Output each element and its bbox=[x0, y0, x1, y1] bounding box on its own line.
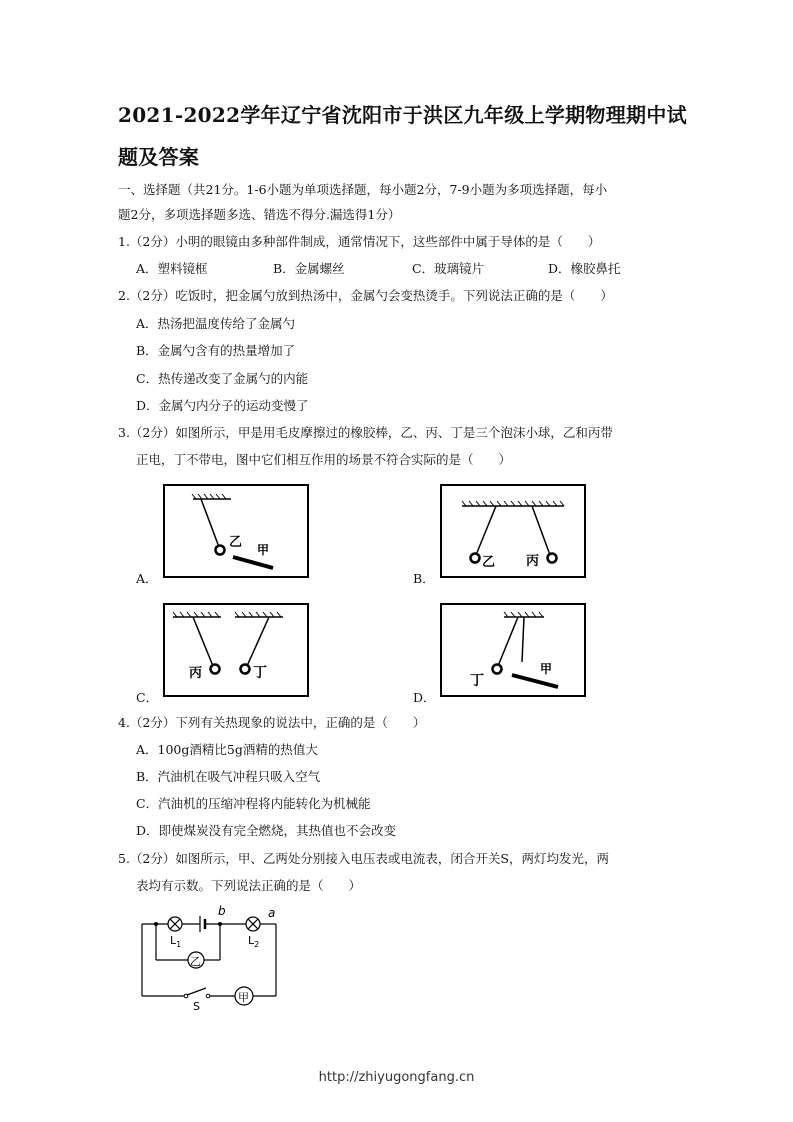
q5-circuit-diagram bbox=[134, 904, 294, 1014]
q2-stem: 2.（2分）吃饭时，把金属勺放到热汤中，金属勺会变热烫手。下列说法正确的是（ ） bbox=[118, 288, 613, 303]
q3-figure-d-label-jia: 甲 bbox=[540, 662, 553, 676]
q3-stem-line2: 正电，丁不带电，图中它们相互作用的场景不符合实际的是（ ） bbox=[136, 452, 512, 467]
q3-figure-a-letter: A． bbox=[136, 571, 158, 586]
q4-option-b: B．汽油机在吸气冲程只吸入空气 bbox=[136, 769, 321, 784]
q4-stem: 4.（2分）下列有关热现象的说法中，正确的是（ ） bbox=[118, 715, 426, 730]
q5-stem-line1: 5.（2分）如图所示，甲、乙两处分别接入电压表或电流表，闭合开关S，两灯均发光，两 bbox=[118, 851, 609, 866]
q3-stem-line1: 3.（2分）如图所示，甲是用毛皮摩擦过的橡胶棒，乙、丙、丁是三个泡沫小球，乙和丙带 bbox=[118, 425, 613, 440]
q1-option-b: B．金属螺丝 bbox=[273, 261, 345, 276]
q5-stem-line2: 表均有示数。下列说法正确的是（ ） bbox=[136, 878, 362, 893]
q1-option-d: D．橡胶鼻托 bbox=[548, 261, 621, 276]
q3-figure-b-letter: B． bbox=[413, 571, 435, 586]
q3-figure-b bbox=[440, 484, 586, 578]
q3-figure-a-label-jia: 甲 bbox=[257, 543, 270, 557]
page-title: 2021-2022学年辽宁省沈阳市于洪区九年级上学期物理期中试题及答案 bbox=[118, 103, 687, 169]
q2-option-a: A．热汤把温度传给了金属勺 bbox=[136, 316, 296, 331]
q5-label-a: a bbox=[268, 906, 276, 920]
q5-label-switch: S bbox=[193, 1000, 200, 1013]
q3-figure-b-label-yi: 乙 bbox=[482, 555, 496, 570]
q3-figure-d-label-ding: 丁 bbox=[470, 673, 484, 689]
q4-option-a: A．100g酒精比5g酒精的热值大 bbox=[136, 742, 318, 757]
q2-option-d: D．金属勺内分子的运动变慢了 bbox=[136, 398, 309, 413]
q5-label-b: b bbox=[218, 904, 226, 918]
q3-figure-c-letter: C． bbox=[136, 690, 159, 705]
q5-label-l1: $L_1$ bbox=[170, 934, 182, 949]
q3-figure-d bbox=[440, 603, 586, 697]
q2-option-c: C．热传递改变了金属勺的内能 bbox=[136, 371, 309, 386]
q3-figure-a bbox=[163, 484, 309, 578]
q5-label-l2: $L_2$ bbox=[248, 934, 260, 949]
q3-figure-d-letter: D． bbox=[413, 690, 436, 705]
q4-option-d: D．即使煤炭没有完全燃烧，其热值也不会改变 bbox=[136, 823, 397, 838]
footer-url: http://zhiyugongfang.cn bbox=[318, 1070, 475, 1085]
q1-option-a: A．塑料镜框 bbox=[136, 261, 208, 276]
q2-option-b: B．金属勺含有的热量增加了 bbox=[136, 343, 296, 358]
q3-figure-c-label-bing: 丙 bbox=[189, 666, 203, 681]
section-heading-line1: 一、选择题（共21分。1-6小题为单项选择题，每小题2分，7-9小题为多项选择题，每小 bbox=[118, 182, 608, 197]
q3-figure-b-label-bing: 丙 bbox=[526, 554, 540, 569]
q1-stem: 1.（2分）小明的眼镜由多种部件制成，通常情况下，这些部件中属于导体的是（ ） bbox=[118, 234, 601, 249]
q5-meter-jia: 甲 bbox=[238, 991, 249, 1004]
q3-figure-c bbox=[163, 603, 309, 697]
q3-figure-c-label-ding: 丁 bbox=[253, 665, 267, 681]
q3-figure-a-label-yi: 乙 bbox=[229, 535, 243, 550]
q4-option-c: C．汽油机的压缩冲程将内能转化为机械能 bbox=[136, 796, 371, 811]
q5-meter-yi: 乙 bbox=[190, 955, 201, 968]
section-heading-line2: 题2分，多项选择题多选、错选不得分.漏选得1分） bbox=[118, 207, 401, 222]
q1-option-c: C．玻璃镜片 bbox=[412, 261, 485, 276]
